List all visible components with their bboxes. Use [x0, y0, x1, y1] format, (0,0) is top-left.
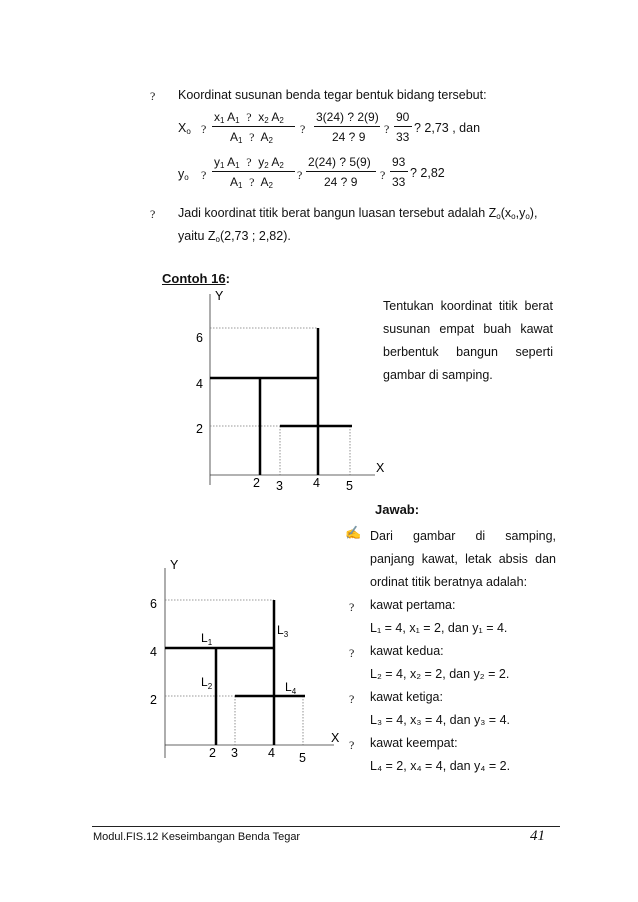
answer-item-title: kawat keempat:	[370, 736, 458, 750]
x-tick-label: 2	[253, 476, 260, 490]
yo-denominator: $A_1$ ? $A_2$	[230, 175, 273, 190]
bullet-marker: ?	[349, 600, 355, 614]
equals-sign: ?	[201, 168, 207, 182]
y-tick-label: 6	[196, 331, 203, 345]
yo-numerator-2: 2(24) ? 5(9)	[308, 155, 371, 169]
answer-item-detail: L₂ = 4, x₂ = 2, dan y₂ = 2.	[370, 667, 510, 681]
fraction-bar	[306, 171, 376, 172]
question-line: Tentukan koordinat titik berat	[383, 299, 553, 313]
y-tick-label: 2	[150, 693, 157, 707]
bullet-marker: ?	[349, 646, 355, 660]
footer-rule	[92, 826, 560, 827]
bullet-marker: ?	[349, 692, 355, 706]
x-axis-label: X	[376, 461, 385, 475]
fraction-bar	[394, 126, 412, 127]
wire-label-L1: $L_1$	[201, 631, 213, 647]
x-tick-label: 3	[231, 746, 238, 760]
xo-numerator: $x_1$ $A_1$ ? $x_2$ $A_2$	[214, 110, 284, 125]
y-tick-label: 4	[150, 645, 157, 659]
y-tick-label: 6	[150, 597, 157, 611]
footer-module-title: Modul.FIS.12 Keseimbangan Benda Tegar	[93, 831, 301, 843]
answer-item-title: kawat ketiga:	[370, 690, 443, 704]
y-axis-label: Y	[170, 558, 179, 572]
x-tick-label: 5	[299, 751, 306, 765]
answer-item-detail: L₁ = 4, x₁ = 2, dan y₁ = 4.	[370, 621, 508, 635]
x-tick-label: 2	[209, 746, 216, 760]
y-axis-label: Y	[215, 289, 224, 303]
question-line: susunan empat buah kawat	[383, 322, 553, 336]
answer-intro-line: panjang kawat, letak absis dan	[370, 552, 556, 566]
y-tick-label: 2	[196, 422, 203, 436]
answer-intro-line: Dari gambar di samping,	[370, 529, 556, 543]
fraction-bar	[212, 171, 295, 172]
answer-intro	[370, 525, 556, 594]
answer-item-title: kawat pertama:	[370, 598, 456, 612]
fraction-bar	[212, 126, 295, 127]
answer-item-title: kawat kedua:	[370, 644, 444, 658]
xo-denominator-2: 24 ? 9	[332, 130, 366, 144]
x-tick-label: 4	[313, 476, 320, 490]
yo-denominator-2: 24 ? 9	[324, 175, 358, 189]
y-tick-label: 4	[196, 377, 203, 391]
x-axis-label: X	[331, 731, 340, 745]
page-number: 41	[530, 828, 545, 844]
xo-numerator-2: 3(24) ? 2(9)	[316, 110, 379, 124]
answer-heading: Jawab:	[375, 502, 420, 517]
conclusion-line-1: Jadi koordinat titik berat bangun luasan tersebut adalah $Z_o(x_o,y_o)$,	[178, 206, 538, 221]
bullet-marker: ?	[150, 207, 156, 221]
wire-label-L4: $L_4$	[285, 680, 297, 696]
yo-result: ? 2,82	[410, 166, 445, 180]
conclusion-line-2: yaitu $Z_o(2,73$ ; 2,82).	[178, 229, 291, 244]
intro-text: Koordinat susunan benda tegar bentuk bidang tersebut:	[178, 88, 487, 102]
equals-sign: ?	[201, 122, 207, 136]
bullet-marker: ?	[349, 738, 355, 752]
fraction-bar	[390, 171, 408, 172]
example-question	[383, 295, 553, 387]
equals-sign: ?	[384, 122, 390, 136]
equals-sign: ?	[380, 168, 386, 182]
yo-lhs: $y_o$	[178, 167, 189, 182]
question-line: gambar di samping.	[383, 368, 493, 382]
wire-label-L3: $L_3$	[277, 623, 289, 639]
wire-label-L2: $L_2$	[201, 675, 213, 691]
xo-numerator-3: 90	[396, 110, 410, 124]
x-tick-label: 5	[346, 479, 353, 493]
equals-sign: ?	[300, 122, 306, 136]
bullet-marker: ?	[150, 89, 156, 103]
x-tick-label: 3	[276, 479, 283, 493]
question-line: berbentuk bangun seperti	[383, 345, 553, 359]
xo-denominator: $A_1$ ? $A_2$	[230, 130, 273, 145]
xo-result: ? 2,73 , dan	[414, 121, 481, 135]
pen-icon: ✍	[345, 525, 362, 540]
fraction-bar	[314, 126, 380, 127]
answer-intro-line: ordinat titik beratnya adalah:	[370, 575, 528, 589]
answer-item-detail: L₃ = 4, x₃ = 4, dan y₃ = 4.	[370, 713, 511, 727]
x-tick-label: 4	[268, 746, 275, 760]
answer-item-detail: L₄ = 2, x₄ = 4, dan y₄ = 2.	[370, 759, 511, 773]
yo-numerator: $y_1$ $A_1$ ? $y_2$ $A_2$	[214, 155, 284, 170]
xo-denominator-3: 33	[396, 130, 410, 144]
xo-lhs: $X_o$	[178, 121, 191, 136]
yo-numerator-3: 93	[392, 155, 406, 169]
figure-2	[138, 552, 346, 774]
example-title: Contoh 16:	[162, 271, 230, 286]
yo-denominator-3: 33	[392, 175, 406, 189]
figure-1	[170, 282, 400, 494]
equals-sign: ?	[297, 168, 303, 182]
